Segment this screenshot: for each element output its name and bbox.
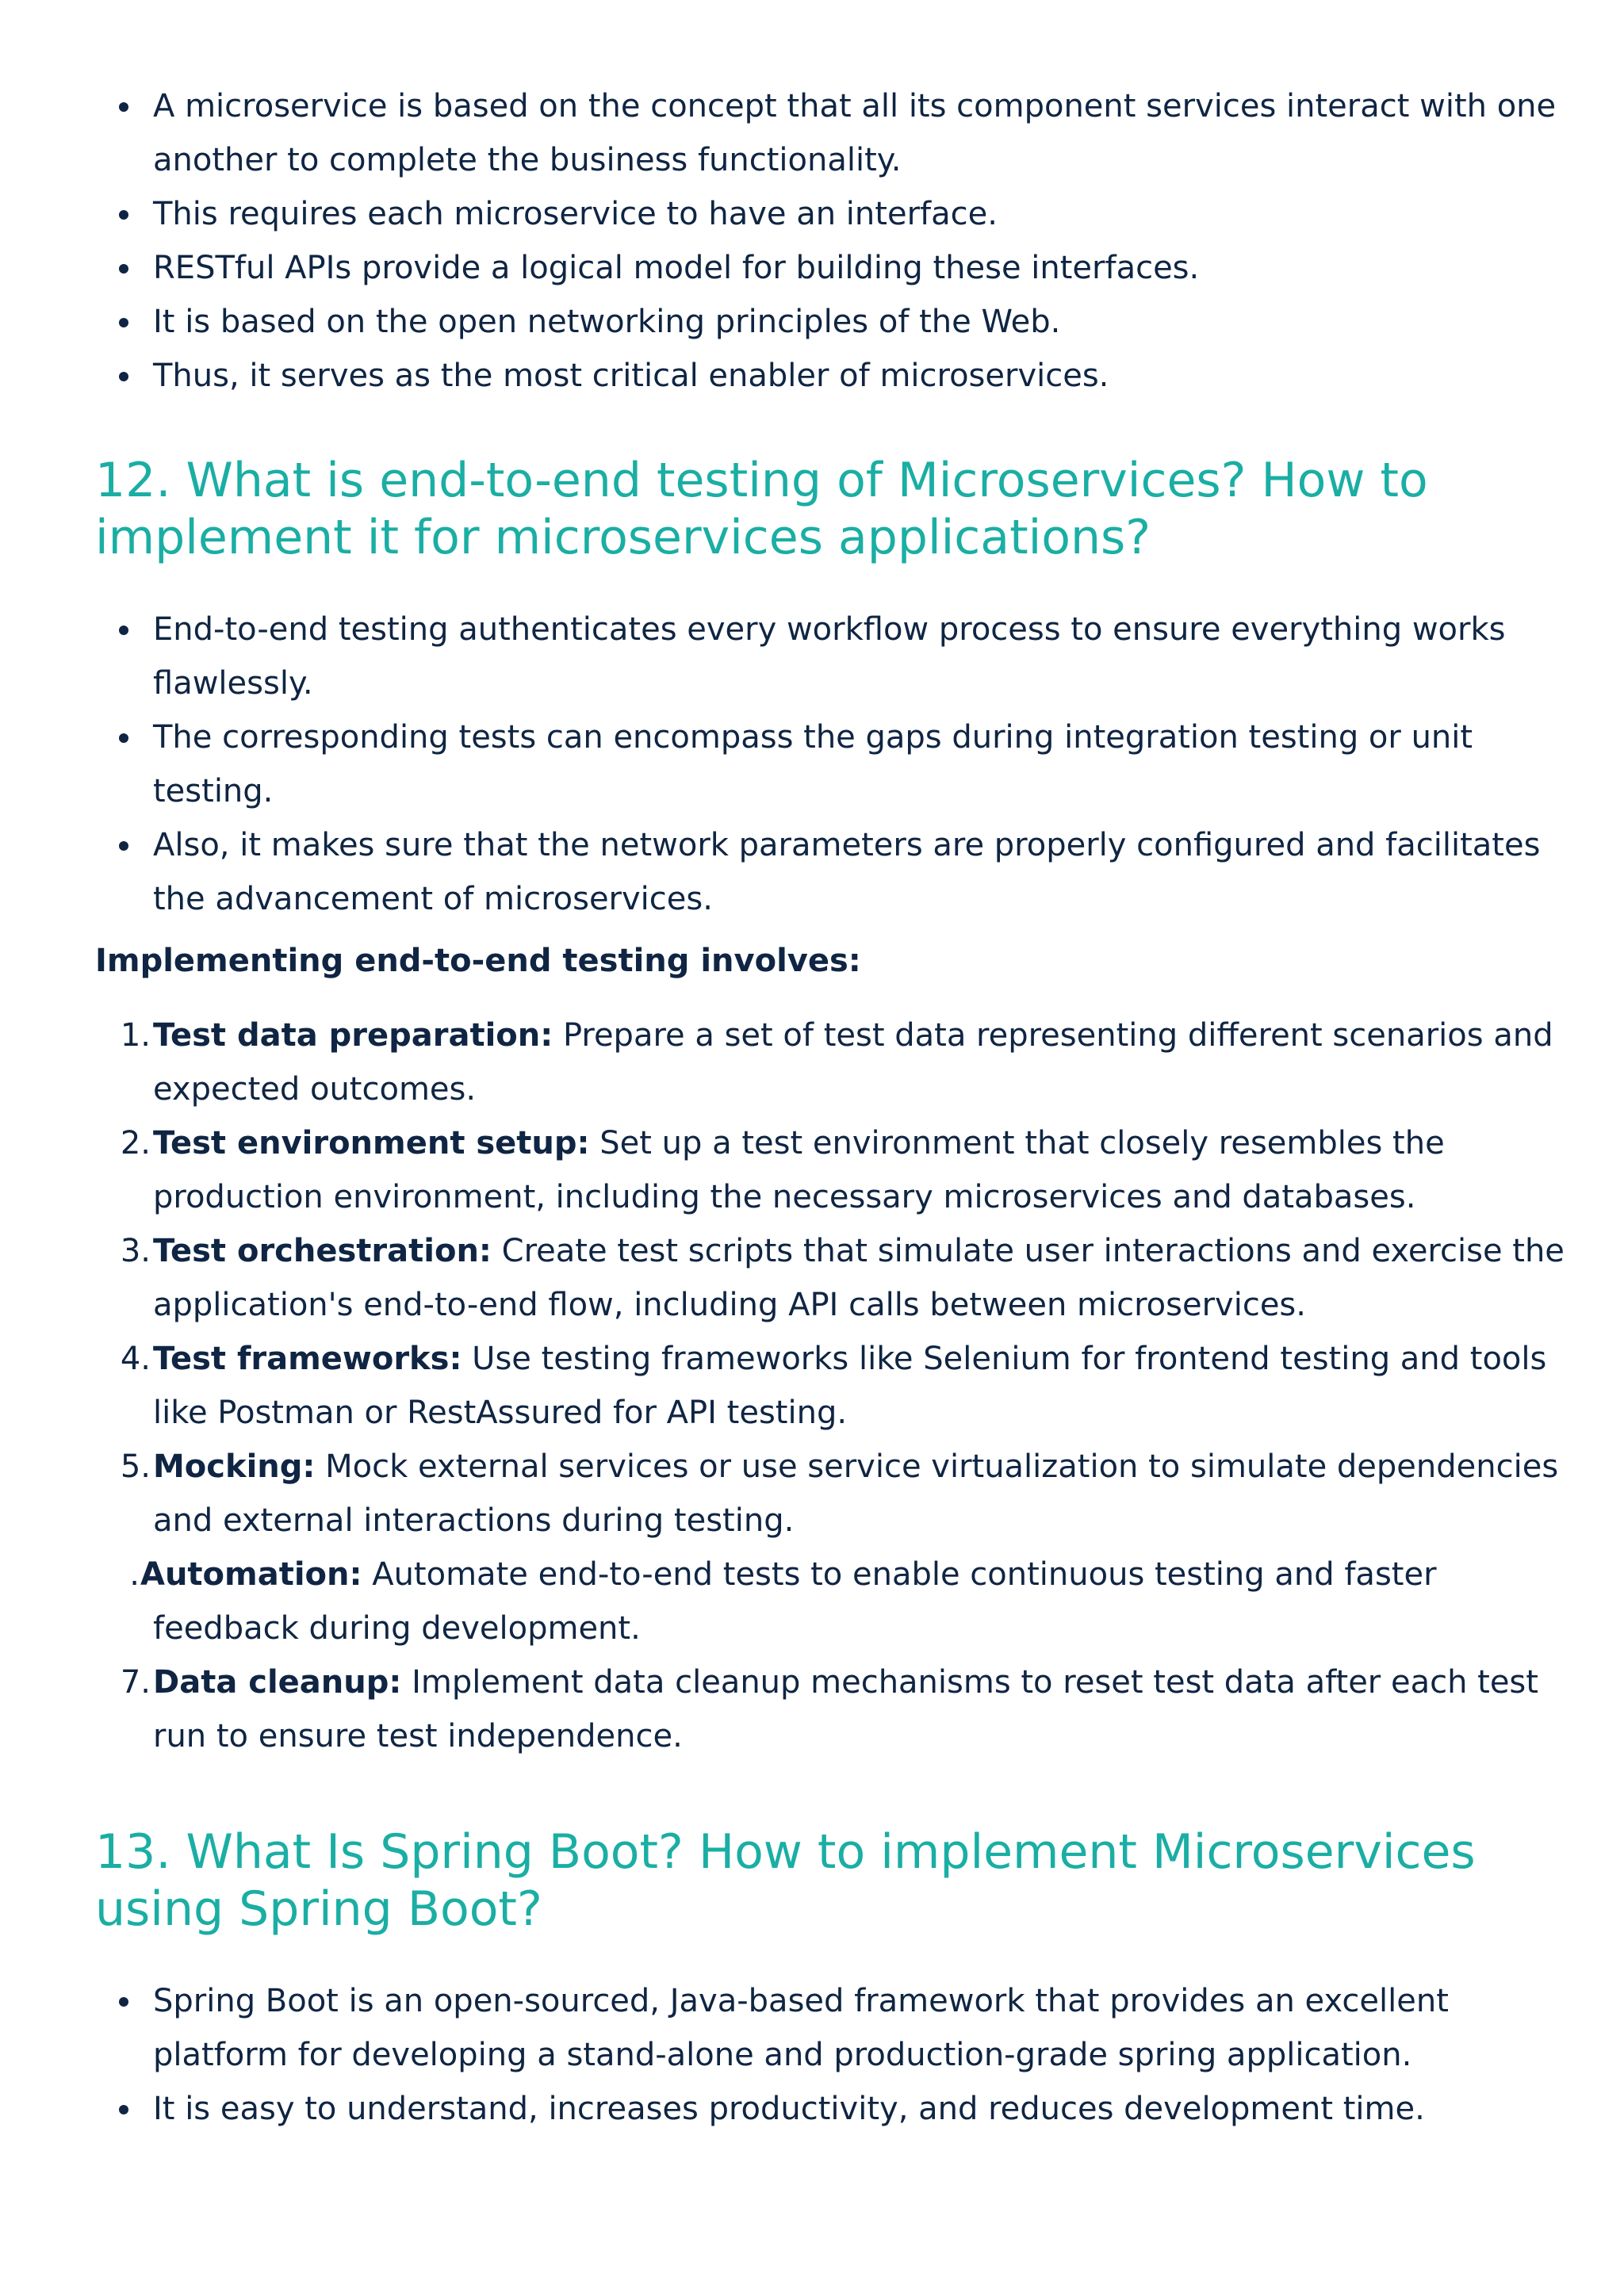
step-number: 1. (120, 1017, 151, 1054)
step-number: . (129, 1556, 140, 1593)
step-number: 3. (120, 1233, 151, 1269)
list-item (95, 1332, 1586, 1440)
section-12-title: 12. What is end-to-end testing of Microservices? How to implement it for microservices applications? (95, 453, 1428, 565)
list-item (95, 1116, 1586, 1224)
bullet-icon (119, 2105, 128, 2114)
list-item (95, 1655, 1586, 1763)
bullet-icon (119, 626, 128, 635)
step-number: 7. (120, 1664, 151, 1701)
section-13-bullet-list (95, 1974, 1586, 2136)
step-term: Test orchestration: (153, 1233, 492, 1269)
bullet-icon (119, 210, 128, 220)
step-term: Mocking: (153, 1448, 316, 1485)
step-term: Test frameworks: (153, 1341, 462, 1377)
bullet-icon (119, 372, 128, 381)
step-text: Create test scripts that simulate user interactions and exercise the application's end-to-end flow, including API calls between microservices. (153, 1233, 1565, 1323)
implementation-steps-list (95, 1008, 1586, 1763)
step-number: 2. (120, 1125, 151, 1161)
list-item: RESTful APIs provide a logical model for building these interfaces. (95, 241, 1586, 295)
list-item (95, 1548, 1586, 1655)
implementation-subheading: Implementing end-to-end testing involves: (95, 943, 861, 979)
step-text: Automate end-to-end tests to enable continuous testing and faster feedback during development. (153, 1556, 1437, 1647)
step-term: Data cleanup: (153, 1664, 402, 1701)
list-item: Thus, it serves as the most critical enabler of microservices. (95, 349, 1586, 403)
list-item: It is based on the open networking principles of the Web. (95, 295, 1586, 349)
bullet-icon (119, 264, 128, 274)
list-item: The corresponding tests can encompass the gaps during integration testing or unit testing. (95, 710, 1586, 818)
step-text: Use testing frameworks like Selenium for frontend testing and tools like Postman or RestAssured for API testing. (153, 1341, 1547, 1431)
list-item (95, 1440, 1586, 1548)
step-term: Test environment setup: (153, 1125, 590, 1161)
bullet-icon (119, 318, 128, 327)
bullet-icon (119, 841, 128, 851)
list-item: It is easy to understand, increases productivity, and reduces development time. (95, 2082, 1586, 2136)
step-number: 5. (120, 1448, 151, 1485)
section-13-title: 13. What Is Spring Boot? How to implement Microservices using Spring Boot? (95, 1824, 1476, 1937)
step-text: Mock external services or use service virtualization to simulate dependencies and external interactions during testing. (153, 1448, 1559, 1539)
list-item: End-to-end testing authenticates every workflow process to ensure everything works flawlessly. (95, 603, 1586, 710)
bullet-icon (119, 733, 128, 743)
list-item: Spring Boot is an open-sourced, Java-based framework that provides an excellent platform for developing a stand-alone and production-grade spring application. (95, 1974, 1586, 2082)
step-text: Prepare a set of test data representing different scenarios and expected outcomes. (153, 1017, 1553, 1108)
bullet-icon (119, 102, 128, 112)
intro-bullet-list (95, 79, 1586, 403)
list-item: This requires each microservice to have an interface. (95, 187, 1586, 241)
list-item: A microservice is based on the concept that all its component services interact with one another to complete the business functionality. (95, 79, 1586, 187)
section-12-bullet-list (95, 603, 1586, 926)
step-number: 4. (120, 1341, 151, 1377)
step-text: Set up a test environment that closely resembles the production environment, including the necessary microservices and databases. (153, 1125, 1445, 1215)
step-text: Implement data cleanup mechanisms to reset test data after each test run to ensure test independence. (153, 1664, 1538, 1755)
list-item (95, 1224, 1586, 1332)
list-item (95, 1008, 1586, 1116)
list-item: Also, it makes sure that the network parameters are properly configured and facilitates the advancement of microservices. (95, 818, 1586, 926)
bullet-icon (119, 1997, 128, 2007)
step-term: Automation: (140, 1556, 362, 1593)
step-term: Test data preparation: (153, 1017, 553, 1054)
